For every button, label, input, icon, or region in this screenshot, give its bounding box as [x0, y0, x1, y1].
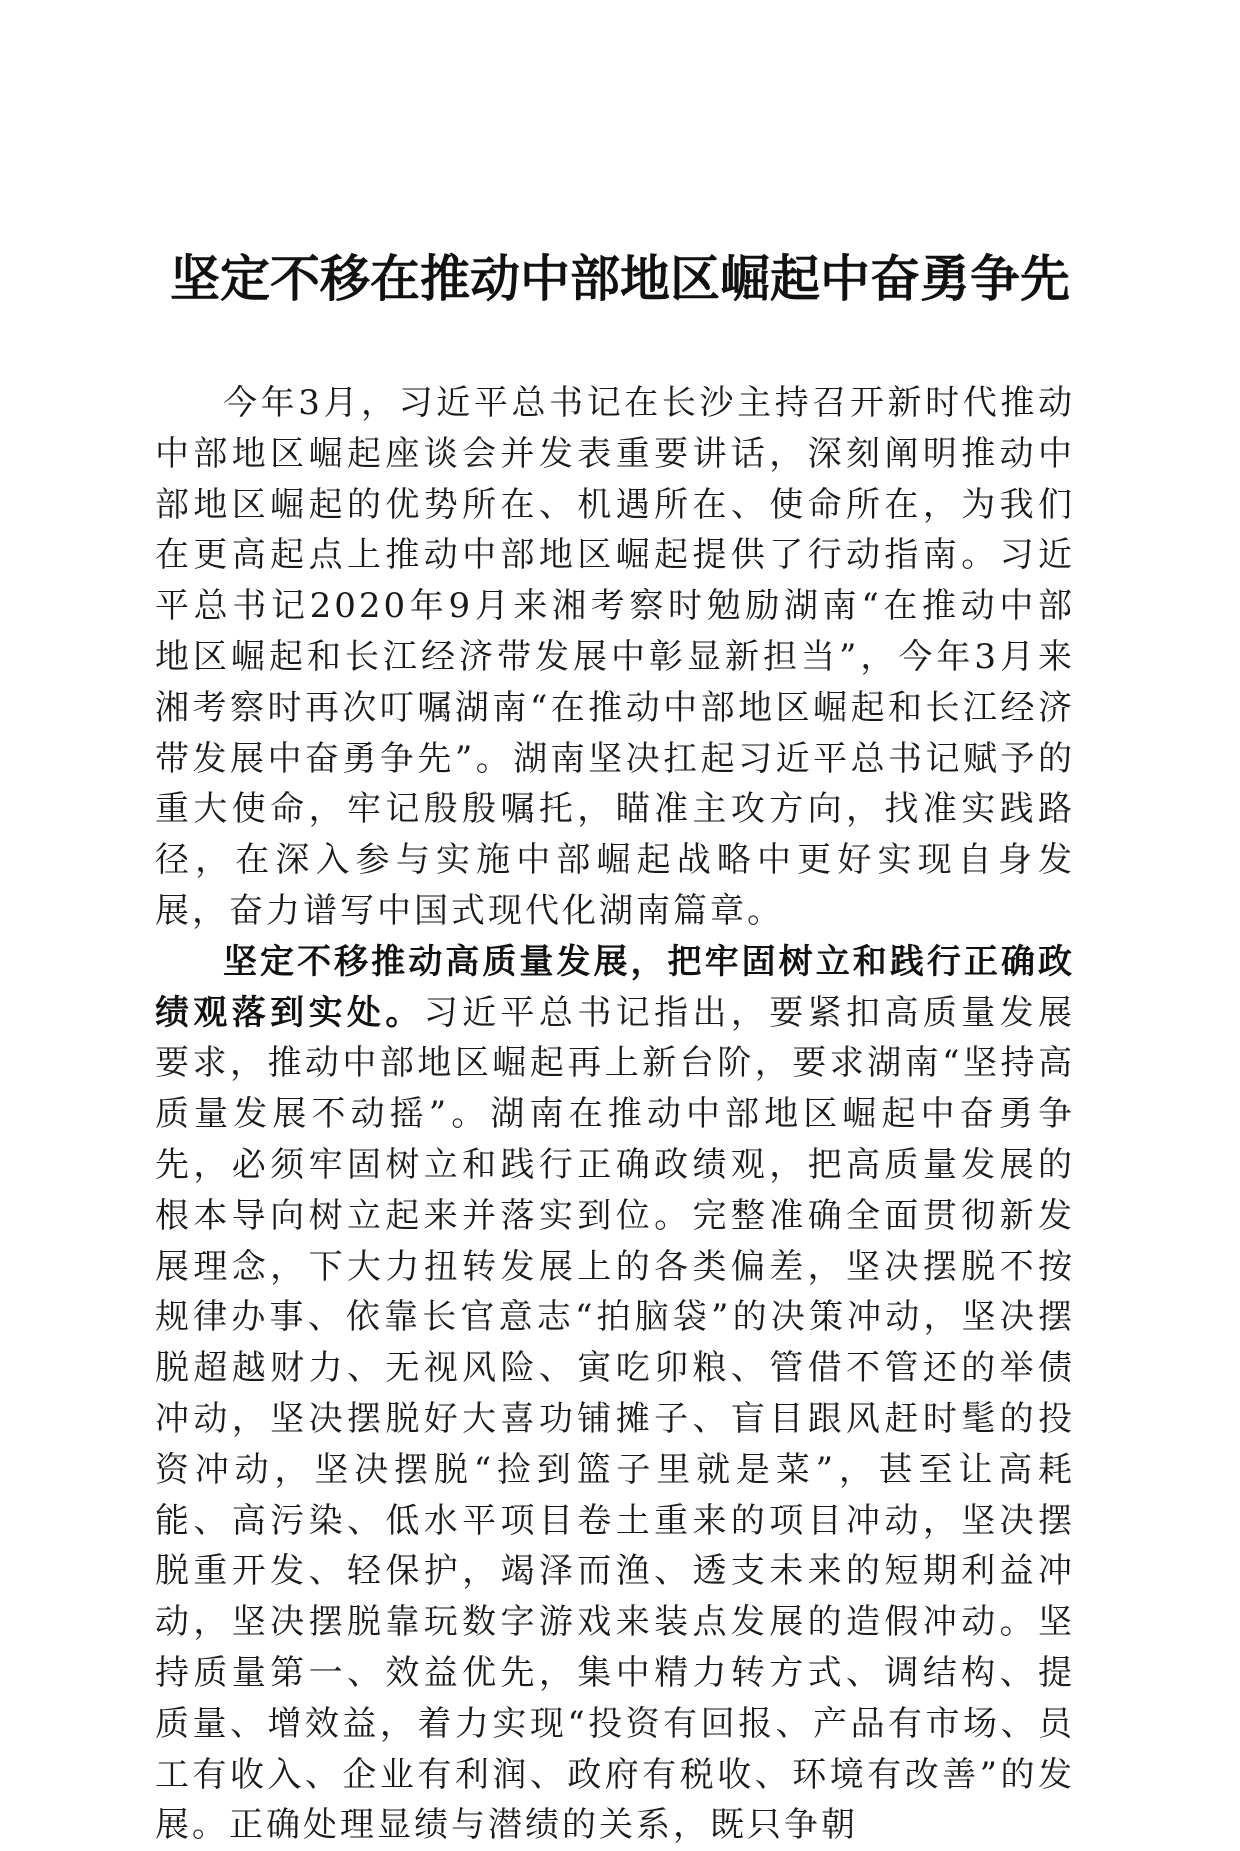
paragraph-body-text: 习近平总书记指出，要紧扣高质量发展要求，推动中部地区崛起再上新台阶，要求湖南“坚持高质量发展不动摇”。湖南在推动中部地区崛起中奋勇争先，必须牢固树立和践行正确政绩观，把高质量发展的根本导向树立起来并落实到位。完整准确全面贯彻新发展理念，下大力扭转发展上的各类偏差，坚决摆脱不按规律办事、依靠长官意志“拍脑袋”的决策冲动，坚决摆脱超越财力、无视风险、寅吃卯粮、管借不管还的举债冲动，坚决摆脱好大喜功铺摊子、盲目跟风赶时髦的投资冲动，坚决摆脱“捡到篮子里就是菜”，甚至让高耗能、高污染、低水平项目卷土重来的项目冲动，坚决摆脱重开发、轻保护，竭泽而渔、透支未来的短期利益冲动，坚决摆脱靠玩数字游戏来装点发展的造假冲动。坚持质量第一、效益优先，集中精力转方式、调结构、提质量、增效益，着力实现“投资有回报、产品有市场、员工有收入、企业有利润、政府有税收、环境有改善”的发展。正确处理显绩与潜绩的关系，既只争朝	[155, 992, 1076, 1846]
paragraph-intro-text: 今年3月，习近平总书记在长沙主持召开新时代推动中部地区崛起座谈会并发表重要讲话，深刻阐明推动中部地区崛起的优势所在、机遇所在、使命所在，为我们在更高起点上推动中部地区崛起提供了行动指南。习近平总书记2020年9月来湘考察时勉励湖南“在推动中部地区崛起和长江经济带发展中彰显新担当”，今年3月来湘考察时再次叮嘱湖南“在推动中部地区崛起和长江经济带发展中奋勇争先”。湖南坚决扛起习近平总书记赋予的重大使命，牢记殷殷嘱托，瞄准主攻方向，找准实践路径，在深入参与实施中部崛起战略中更好实现自身发展，奋力谱写中国式现代化湖南篇章。	[155, 383, 1075, 931]
paragraph-high-quality-development	[155, 937, 1075, 1851]
document-title: 坚定不移在推动中部地区崛起中奋勇争先	[170, 249, 1070, 308]
paragraph-intro	[155, 378, 1075, 937]
document-body	[155, 378, 1075, 1851]
paragraph-lead-sentence: 坚定不移推动高质量发展，把牢固树立和践行正确政绩观落到实处。	[155, 941, 1075, 1033]
